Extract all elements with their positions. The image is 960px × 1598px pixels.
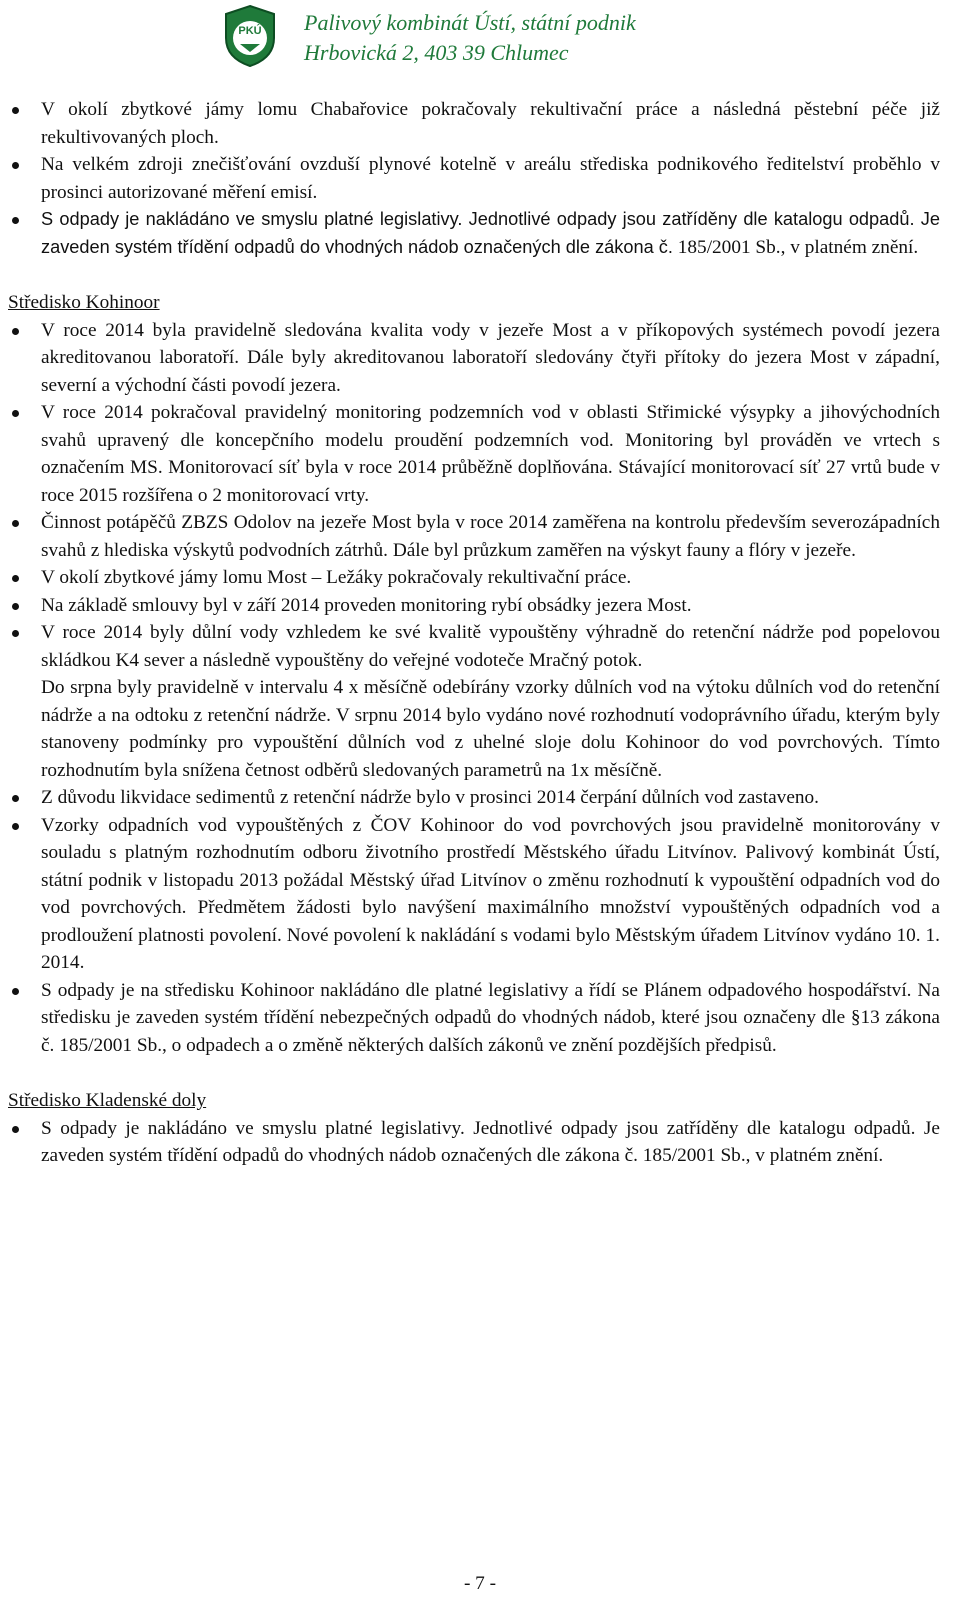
page-number: - 7 - <box>463 1573 497 1594</box>
list-item: Z důvodu likvidace sedimentů z retenční nádrže bylo v prosinci 2014 čerpání důlních vod zastaveno. <box>8 784 940 812</box>
list-item: Činnost potápěčů ZBZS Odolov na jezeře Most byla v roce 2014 zaměřena na kontrolu především severozápadních svahů z hlediska výskytů podvodních zátrhů. Dále byl průzkum zaměřen na výskyt fauny a flóry v jezeře. <box>8 509 940 564</box>
list-item: Na základě smlouvy byl v září 2014 proveden monitoring rybí obsádky jezera Most. <box>8 592 940 620</box>
list-item: V roce 2014 byla pravidelně sledována kvalita vody v jezeře Most a v příkopových systémech povodí jezera akreditovanou laboratoří. Dále byly akreditovanou laboratoří sledovány čtyři přítoky do jezera Most v západní, severní a východní části povodí jezera. <box>8 317 940 400</box>
list-item: V roce 2014 pokračoval pravidelný monitoring podzemních vod v oblasti Střimické výsypky a jihovýchodních svahů upravený dle koncepčního modelu proudění podzemních vod. Monitoring byl prováděn ve vrtech s označením MS. Monitorovací síť byla v roce 2014 průběžně doplňována. Stávající monitorovací síť 27 vrtů bude v roce 2015 rozšířena o 2 monitorovací vrty. <box>8 399 940 509</box>
logo-text: PKÚ <box>238 25 262 37</box>
company-name: Palivový kombinát Ústí, státní podnik <box>304 10 636 35</box>
intro-list <box>8 96 940 261</box>
page-header <box>0 0 960 76</box>
waste-text-b: 185/2001 Sb., v platném znění. <box>677 236 919 258</box>
list-item: V okolí zbytkové jámy lomu Most – Ležáky pokračovaly rekultivační práce. <box>8 564 940 592</box>
waste-text-a: S odpady je nakládáno ve smyslu platné legislativy. Jednotlivé odpady jsou zatříděny dle katalogu odpadů. Je zaveden systém třídění odpadů do vhodných nádob označených dle zákona č. <box>41 209 940 257</box>
list-item: Na velkém zdroji znečišťování ovzduší plynové kotelně v areálu střediska podnikového ředitelství proběhlo v prosinci autorizované měření emisí. <box>8 151 940 206</box>
list-item <box>8 206 940 261</box>
section-heading-kohinoor: Středisko Kohinoor <box>8 292 160 313</box>
kohinoor-list <box>8 317 940 1060</box>
company-block <box>304 8 636 68</box>
list-item: S odpady je nakládáno ve smyslu platné legislativy. Jednotlivé odpady jsou zatříděny dle katalogu odpadů. Je zaveden systém třídění odpadů do vhodných nádob označených dle zákona č. 185/2001 Sb., v platném znění. <box>8 1115 940 1170</box>
document-body <box>8 96 940 1170</box>
company-address: Hrbovická 2, 403 39 Chlumec <box>304 40 569 65</box>
section-heading-kladenske: Středisko Kladenské doly <box>8 1090 207 1111</box>
mine-water-paragraph-2: Do srpna byly pravidelně v intervalu 4 x měsíčně odebírány vzorky důlních vod na výtoku důlních vod do retenční nádrže a na odtoku z retenční nádrže. V srpnu 2014 bylo vydáno nové rozhodnutí vodoprávního úřadu, kterým byly stanoveny podmínky pro vypouštění důlních vod z uhelné sloje dolu Kohinoor do vod povrchových. Tímto rozhodnutím byla snížena četnost odběrů sledovaných parametrů na 1x měsíčně. <box>41 677 940 781</box>
list-item: V okolí zbytkové jámy lomu Chabařovice pokračovaly rekultivační práce a následná pěstební péče již rekultivovaných ploch. <box>8 96 940 151</box>
kladenske-list <box>8 1115 940 1170</box>
mine-water-paragraph-1: V roce 2014 byly důlní vody vzhledem ke své kvalitě vypouštěny výhradně do retenční nádrže pod popelovou skládkou K4 sever a následně vypouštěny do veřejné vodoteče Mračný potok. <box>41 622 940 671</box>
company-logo <box>222 4 278 68</box>
list-item: Vzorky odpadních vod vypouštěných z ČOV Kohinoor do vod povrchových jsou pravidelně monitorovány v souladu s platným rozhodnutím odboru životního prostředí Městského úřadu Litvínov. Palivový kombinát Ústí, státní podnik v listopadu 2013 požádal Městský úřad Litvínov o změnu rozhodnutí k vypouštění odpadních vod do vod povrchových. Předmětem žádosti bylo navýšení maximálního množství vypouštěných odpadních vod a prodloužení platnosti povolení. Nové povolení k nakládání s vodami bylo Městským úřadem Litvínov vydáno 10. 1. 2014. <box>8 812 940 977</box>
list-item: S odpady je na středisku Kohinoor nakládáno dle platné legislativy a řídí se Plánem odpadového hospodářství. Na středisku je zaveden systém třídění nebezpečných odpadů do vhodných nádob, které jsou označeny dle §13 zákona č. 185/2001 Sb., o odpadech a o změně některých dalších zákonů ve znění pozdějších předpisů. <box>8 977 940 1060</box>
list-item-mine-water <box>8 619 940 784</box>
